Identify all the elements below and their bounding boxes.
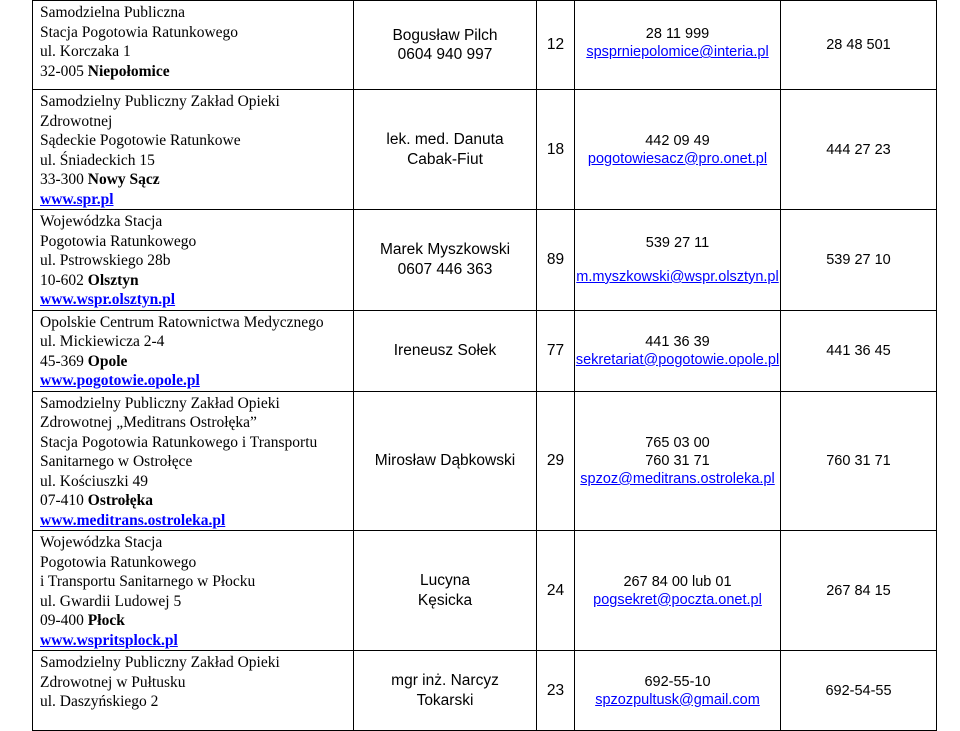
institution-name: Wojewódzka Stacja Pogotowia Ratunkowego (40, 213, 197, 250)
institution-city-line (40, 170, 347, 190)
city: Płock (87, 612, 125, 629)
phone-secondary: 760 31 71 (645, 452, 710, 469)
phone-email-cell (575, 310, 781, 391)
count-cell (537, 310, 575, 391)
phone-email-cell (575, 531, 781, 651)
institution-cell (33, 90, 354, 210)
director-name: mgr inż. Narcyz Tokarski (391, 672, 499, 709)
email-link[interactable]: spzoz@meditrans.ostroleka.pl (580, 470, 775, 487)
fax-cell (781, 1, 937, 90)
fax-cell (781, 310, 937, 391)
phone-email-cell (575, 651, 781, 731)
institution-name: Opolskie Centrum Ratownictwa Medycznego (40, 313, 324, 331)
institution-cell (33, 210, 354, 311)
fax-cell (781, 90, 937, 210)
table-row (33, 90, 937, 210)
fax: 760 31 71 (826, 452, 891, 469)
email-link[interactable]: pogotowiesacz@pro.onet.pl (587, 150, 768, 167)
institution-city-line (40, 352, 347, 372)
phone-email-cell (575, 210, 781, 311)
director-cell (354, 90, 537, 210)
postal-code: 10-602 (40, 271, 84, 289)
phone: 692-55-10 (644, 673, 711, 690)
institution-city-line (40, 611, 347, 631)
count-value: 29 (546, 451, 565, 469)
institution-city-line (40, 491, 347, 511)
city: Nowy Sącz (87, 171, 160, 188)
institution-address: ul. Kościuszki 49 (40, 472, 149, 490)
website-link[interactable]: www.spr.pl (40, 190, 114, 208)
director-cell (354, 1, 537, 90)
fax: 444 27 23 (826, 141, 891, 158)
city: Opole (87, 352, 128, 370)
website-link[interactable]: www.wspritsplock.pl (40, 631, 178, 649)
director-name: Marek Myszkowski 0607 446 363 (379, 241, 511, 278)
fax: 539 27 10 (826, 251, 891, 268)
phone-email-cell (575, 1, 781, 90)
postal-code: 09-400 (40, 612, 84, 629)
institution-cell (33, 651, 354, 731)
count-cell (537, 391, 575, 531)
fax: 441 36 45 (826, 342, 891, 359)
count-cell (537, 531, 575, 651)
institution-cell (33, 310, 354, 391)
director-cell (354, 310, 537, 391)
phone-email-cell (575, 391, 781, 531)
email-link[interactable]: spsprniepolomice@interia.pl (586, 44, 769, 60)
director-cell (354, 651, 537, 731)
table-row (33, 210, 937, 311)
website-link[interactable]: www.pogotowie.opole.pl (40, 372, 200, 389)
institution-city-line (40, 271, 347, 291)
institution-address: ul. Korczaka 1 (40, 43, 131, 60)
count-value: 18 (546, 140, 565, 158)
phone: 28 11 999 (645, 26, 710, 42)
city: Olsztyn (87, 271, 139, 289)
director-name: Ireneusz Sołek (393, 341, 497, 359)
email-link[interactable]: m.myszkowski@wspr.olsztyn.pl (576, 268, 779, 285)
fax: 267 84 15 (826, 582, 891, 599)
institution-address: ul. Gwardii Ludowej 5 (40, 592, 182, 610)
count-cell (537, 1, 575, 90)
director-cell (354, 391, 537, 531)
postal-code: 33-300 (40, 171, 84, 188)
institution-address: ul. Daszyńskiego 2 (40, 693, 159, 710)
phone: 765 03 00 (645, 434, 710, 451)
director-cell (354, 531, 537, 651)
table-row (33, 531, 937, 651)
website-link[interactable]: www.meditrans.ostroleka.pl (40, 511, 226, 529)
institution-cell (33, 1, 354, 90)
director-name: Mirosław Dąbkowski (374, 452, 516, 469)
institution-name: Samodzielna Publiczna Stacja Pogotowia Ratunkowego (40, 4, 239, 41)
institution-address: ul. Mickiewicza 2-4 (40, 333, 165, 350)
postal-code: 07-410 (40, 492, 84, 509)
table-row (33, 391, 937, 531)
contacts-table (32, 0, 937, 731)
institution-cell (33, 531, 354, 651)
count-cell (537, 651, 575, 731)
count-value: 77 (546, 341, 565, 359)
count-value: 89 (546, 250, 565, 268)
phone: 442 09 49 (645, 132, 710, 149)
city: Ostrołęka (87, 492, 153, 509)
postal-code: 45-369 (40, 352, 84, 370)
institution-address: ul. Pstrowskiego 28b (40, 252, 171, 269)
phone: 267 84 00 lub 01 (623, 573, 732, 590)
institution-name: Samodzielny Publiczny Zakład Opieki Zdrowotnej Sądeckie Pogotowie Ratunkowe (40, 93, 280, 149)
website-link[interactable]: www.wspr.olsztyn.pl (40, 291, 176, 308)
director-name: Lucyna Kęsicka (417, 572, 473, 609)
institution-cell (33, 391, 354, 531)
count-cell (537, 90, 575, 210)
email-link[interactable]: sekretariat@pogotowie.opole.pl (575, 351, 780, 368)
count-cell (537, 210, 575, 311)
fax-cell (781, 651, 937, 731)
director-name: lek. med. Danuta Cabak-Fiut (386, 131, 504, 168)
phone-email-cell (575, 90, 781, 210)
director-name: Bogusław Pilch 0604 940 997 (392, 26, 498, 63)
count-value: 23 (546, 681, 565, 699)
count-value: 24 (546, 581, 565, 599)
table-row (33, 1, 937, 90)
table-row (33, 651, 937, 731)
institution-name: Samodzielny Publiczny Zakład Opieki Zdrowotnej „Meditrans Ostrołęka” Stacja Pogotowia Ratunkowego i Transportu Sanitarnego w Ostrołęce (40, 394, 318, 470)
institution-name: Wojewódzka Stacja Pogotowia Ratunkowego i Transportu Sanitarnego w Płocku (40, 534, 256, 590)
institution-city-line (40, 62, 347, 82)
institution-address: ul. Śniadeckich 15 (40, 151, 155, 169)
fax-cell (781, 531, 937, 651)
phone: 441 36 39 (645, 333, 710, 350)
city: Niepołomice (87, 62, 170, 80)
fax-cell (781, 391, 937, 531)
institution-name: Samodzielny Publiczny Zakład Opieki Zdrowotnej w Pułtusku (40, 654, 280, 691)
count-value: 12 (546, 36, 565, 53)
fax: 28 48 501 (826, 37, 891, 53)
phone: 539 27 11 (645, 234, 710, 251)
email-link[interactable]: pogsekret@poczta.onet.pl (593, 591, 762, 608)
director-cell (354, 210, 537, 311)
postal-code: 32-005 (40, 62, 84, 80)
fax-cell (781, 210, 937, 311)
fax: 692-54-55 (825, 682, 892, 699)
table-row (33, 310, 937, 391)
email-link[interactable]: spzozpultusk@gmail.com (595, 691, 760, 708)
